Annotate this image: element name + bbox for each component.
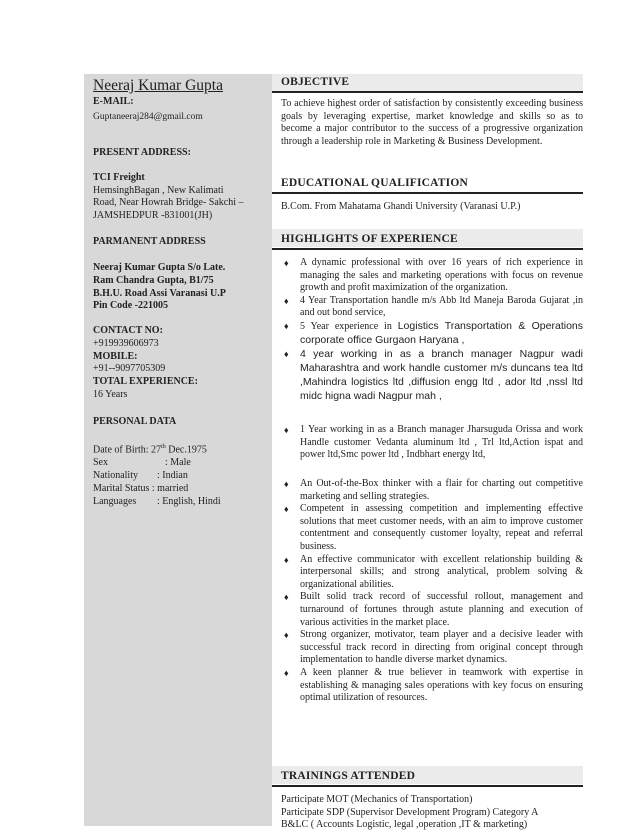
objective-text: To achieve highest order of satisfaction by consistently exceeding business goals by leveraging expertise, market knowledge and skills so as to become a major contributor to the success of a progressive organization through a leadership role in Marketing & Business Development. [281,98,583,147]
training-line: B&LC ( Accounts Logistic, legal ,operation ,IT & marketing) [281,819,528,831]
contact-block [93,325,269,402]
mobile-value: +91--9097705309 [93,363,166,375]
languages-key: Languages [93,495,137,507]
present-address-line: Road, Near Howrah Bridge- Sakchi – [93,197,244,208]
dob-rest: Dec.1975 [165,444,207,456]
experience-value: 16 Years [93,388,128,400]
highlight-item: ♦ Built solid track record of successful rollout, management and turnaround of fortunes through astute planning and execution of various activities in the market place. [284,591,583,628]
nationality-key: Nationality [93,469,138,481]
highlight-item: ♦ A keen planner & true believer in teamwork with expertise in establishing & managing sales operations with key focus on ensuring optimal utilization of resources. [284,666,583,704]
training-line: Participate MOT (Mechanics of Transportation) [281,794,473,805]
permanent-address-line: Pin Code -221005 [93,300,168,312]
sex-key: Sex [93,457,108,469]
contact-label: CONTACT NO: [93,325,163,336]
training-line: Participate SDP (Supervisor Development Program) Category A [281,806,539,818]
permanent-address-line: Neeraj Kumar Gupta S/o Late. [93,262,226,273]
highlight-item: ♦ 1 Year working in as a Branch manager Jharsuguda Orissa and work Handle customer Vedanta aluminum ltd , Trl ltd,Action ispat and power ltd,Smc power ltd , Indbhart energy ltd, [284,424,583,461]
highlights-rule [272,248,583,250]
present-address-line: JAMSHEDPUR -831001(JH) [93,209,213,221]
permanent-address-label: PARMANENT ADDRESS [93,236,206,247]
permanent-address [93,262,269,313]
highlight-item: ♦ A dynamic professional with over 16 years of rich experience in managing the sales and marketing operations with focus on revenue growth and profit maximization of the organization. [284,257,583,294]
languages-value: : English, Hindi [157,495,221,507]
present-address-label: PRESENT ADDRESS: [93,147,191,158]
trainings-list [281,794,583,832]
highlights-list-a [281,257,583,403]
highlight-item: ♦ 5 Year experience in Logistics Transportation & Operations corporate office Gurgaon Haryana , [284,319,583,346]
diamond-bullet-icon: ♦ [284,592,289,603]
personal-data-label: PERSONAL DATA [93,416,177,427]
highlight-item: ♦ Competent in assessing competition and implementing effective solutions that meet customer needs, with an aim to improve customer contentment and consequently customer loyalty, repeat and referral business. [284,503,583,552]
contact-value: +919939606973 [93,337,159,349]
sex-row [93,457,269,470]
diamond-bullet-icon: ♦ [284,320,289,331]
diamond-bullet-icon: ♦ [284,295,289,306]
diamond-bullet-icon: ♦ [284,258,289,268]
objective-rule [272,91,583,93]
permanent-address-line: Ram Chandra Gupta, B1/75 [93,274,214,286]
education-rule [272,192,583,194]
languages-row [93,496,269,509]
trainings-rule [272,785,583,787]
present-address-line: TCI Freight [93,172,145,183]
nationality-row [93,470,269,483]
personal-data [93,441,269,508]
highlights-heading: HIGHLIGHTS OF EXPERIENCE [281,233,458,245]
diamond-bullet-icon: ♦ [284,504,289,515]
diamond-bullet-icon: ♦ [284,479,289,489]
highlight-item: ♦ 4 Year Transportation handle m/s Abb ltd Maneja Baroda Gujarat ,in and out bond service, [284,294,583,319]
mobile-label: MOBILE: [93,350,138,362]
diamond-bullet-icon: ♦ [284,667,289,678]
education-text: B.Com. From Mahatama Ghandi University (Varanasi U.P.) [281,201,521,212]
present-address [93,172,269,222]
candidate-name: Neeraj Kumar Gupta [93,77,223,94]
dob-label: Date of Birth: 27 [93,444,162,456]
education-heading: EDUCATIONAL QUALIFICATION [281,177,469,189]
highlight-item: ♦ An Out-of-the-Box thinker with a flair for charting out competitive marketing and selling strategies. [284,478,583,502]
highlights-list-c [281,478,583,705]
email-value: Guptaneeraj284@gmail.com [93,112,203,122]
highlights-list-b [281,424,583,462]
sex-value: : Male [165,457,191,469]
diamond-bullet-icon: ♦ [284,349,289,360]
diamond-bullet-icon: ♦ [284,630,289,641]
nationality-value: : Indian [157,469,188,481]
dob-row [93,441,269,457]
marital-row: Marital Status : married [93,482,189,494]
email-label: E-MAIL: [93,96,134,107]
highlight-item: ♦ Strong organizer, motivator, team player and a decisive leader with successful track record in directing from original concept through implementation to handle diverse market dynamics. [284,629,583,666]
experience-label: TOTAL EXPERIENCE: [93,376,198,388]
dob-suffix: th [161,444,166,450]
permanent-address-line: B.H.U. Road Assi Varanasi U.P [93,287,226,299]
diamond-bullet-icon: ♦ [284,554,289,565]
present-address-line: HemsinghBagan , New Kalimati [93,184,224,196]
objective-heading: OBJECTIVE [281,76,350,88]
highlight-item: ♦ An effective communicator with excellent relationship building & interpersonal skills; and strong analytical, problem solving & organizational abilities. [284,553,583,590]
highlight-item: ♦ 4 year working in as a branch manager Nagpur wadi Maharashtra and work handle customer m/s duncans tea ltd ,Mahindra logistics ltd ,diffusion engg ltd , ador ltd ,nssl ltd midc higna wadi Nagpur mah , [284,348,583,403]
diamond-bullet-icon: ♦ [284,425,289,435]
trainings-heading: TRAININGS ATTENDED [281,770,416,782]
